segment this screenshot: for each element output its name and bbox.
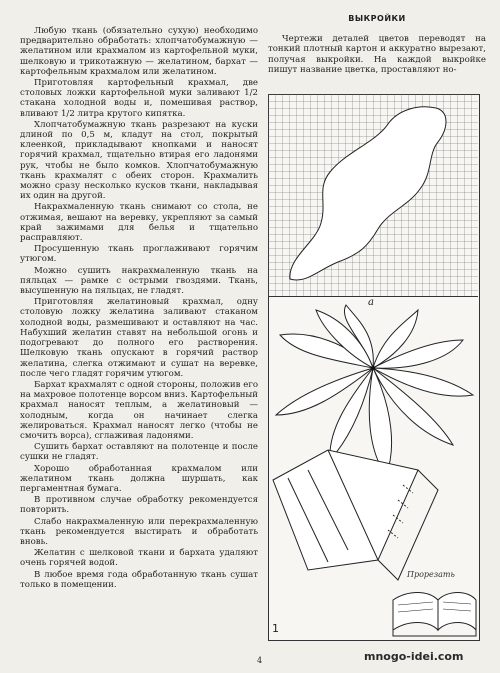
paragraph: Слабо накрахмаленную или перекрахмаленную ткань рекомендуется выстирать и обработать вновь. [20, 516, 258, 547]
left-column-text [20, 26, 258, 591]
paragraph: Приготовляя картофельный крахмал, две столовых ложки картофельной муки заливают 1/2 стакана холодной воды и, помешивая раствор, вливают 1/2 литра крутого кипятка. [20, 78, 258, 119]
figure-label-a: а [368, 297, 374, 308]
flower-petals [276, 305, 473, 475]
paragraph: Хорошо обработанная крахмалом или желатином ткань должна шуршать, как пергаментная бумага. [20, 463, 258, 494]
paragraph: Бархат крахмалят с одной стороны, положив его на махровое полотенце ворсом вниз. Картофельный крахмал наносят теплым, а желатиновый — холодным, когда он начинает слегка желироваться. Крахмал наносят легко (чтобы не смочить ворса), сглаживая ладонями. [20, 379, 258, 441]
grid-leaf-pattern [268, 94, 478, 297]
page-number: 4 [257, 656, 263, 665]
flower-center [371, 366, 375, 370]
paragraph: Просушенную ткань проглаживают горячим утюгом. [20, 244, 258, 265]
figure-note-label: Прорезать [407, 570, 455, 579]
paragraph: В любое время года обработанную ткань сушат только в помещении. [20, 569, 258, 590]
right-column-text [268, 14, 486, 75]
paragraph: В противном случае обработку рекомендуется повторить. [20, 495, 258, 516]
watermark-text: mnogo-idei.com [364, 650, 464, 663]
figure-number: 1 [272, 622, 279, 635]
paragraph: Можно сушить накрахмаленную ткань на пяльцах — рамке с острыми гвоздями. Ткань, высушенную на пяльцах, не гладят. [20, 265, 258, 297]
intro-paragraph: Чертежи деталей цветов переводят на тонкий плотный картон и аккуратно вырезают, получая выкройки. На каждой выкройке пишут название цветка, проставляют но- [268, 34, 486, 75]
cone-pattern [273, 450, 438, 580]
paragraph: Накрахмаленную ткань снимают со стола, не отжимая, вешают на веревку, укрепляют за самый край зажимами для белья и тщательно расправляют. [20, 202, 258, 244]
paragraph: Приготовляя желатиновый крахмал, одну столовую ложку желатина заливают стаканом холодной воды, размешивают и оставляют на час. Набухший желатин ставят на небольшой огонь и подогревают до полного его растворения. Шелковую ткань опускают в горячий раствор желатина, слегка отжимают и сушат на веревке, после чего гладят горячим утюгом. [20, 297, 258, 379]
open-book-icon [393, 593, 476, 637]
flower-pattern-svg [268, 300, 478, 640]
section-heading: ВЫКРОЙКИ [348, 14, 406, 23]
paragraph: Хлопчатобумажную ткань разрезают на куски длиной по 0,5 м, кладут на стол, покрытый клеенкой, прикладывают кнопками и наносят горячий крахмал, тщательно втирая его ладонями рук, чтобы не было комков. Хлопчатобумажную ткань крахмалят с обеих сторон. Крахмалить можно сразу несколько кусков ткани, накладывая их один на другой. [20, 119, 258, 202]
leaf-pattern-svg [268, 94, 478, 296]
paragraph: Сушить бархат оставляют на полотенце и после сушки не гладят. [20, 442, 258, 463]
paragraph: Желатин с шелковой ткани и бархата удаляют очень горячей водой. [20, 548, 258, 569]
paragraph: Любую ткань (обязательно сухую) необходимо предварительно обработать: хлопчатобумажную — желатином или крахмалом из картофельной муки, шелковую и трикотажную — желатином, бархат — картофельным крахмалом или желатином. [20, 26, 258, 77]
